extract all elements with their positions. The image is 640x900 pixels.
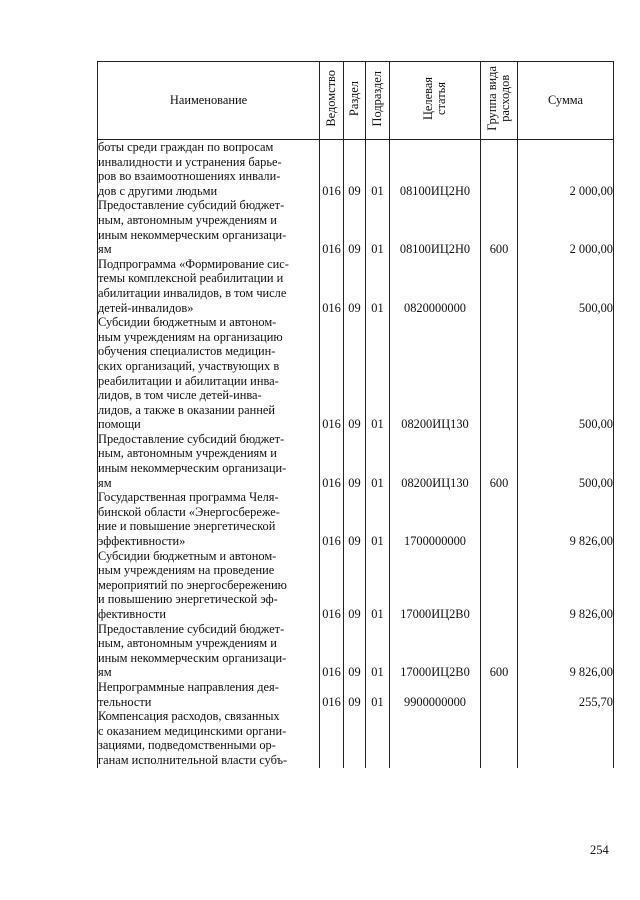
row-vedomstvo: 016 — [320, 257, 344, 315]
row-sum: 2 000,00 — [518, 198, 614, 256]
row-razdel: 09 — [344, 432, 366, 490]
header-target-line1: Целевая — [421, 77, 435, 121]
row-expense-group: 600 — [481, 198, 518, 256]
table-row — [98, 198, 614, 256]
row-razdel: 09 — [344, 680, 366, 709]
row-name-line: ганам исполнительной власти субъ- — [98, 752, 288, 767]
table-row — [98, 622, 614, 680]
header-target-line2: статья — [434, 82, 448, 116]
row-podrazdel: 01 — [366, 549, 390, 622]
row-name-line: лидов, в том числе детей-инва- — [98, 388, 262, 403]
table-row — [98, 490, 614, 548]
table-row — [98, 709, 614, 767]
row-vedomstvo — [320, 709, 344, 767]
row-vedomstvo: 016 — [320, 140, 344, 199]
row-name-line: ным, автономным учреждениям и — [98, 636, 277, 651]
row-razdel: 09 — [344, 198, 366, 256]
row-target-article: 08200ИЦ130 — [390, 315, 481, 432]
row-name-line: лидов, а также в оказании ранней — [98, 402, 275, 417]
table-row — [98, 680, 614, 709]
row-name-line: Предоставление субсидий бюджет- — [98, 621, 285, 636]
row-sum: 500,00 — [518, 315, 614, 432]
row-target-article: 08200ИЦ130 — [390, 432, 481, 490]
row-podrazdel: 01 — [366, 257, 390, 315]
row-name-line: Непрограммные направления дея- — [98, 679, 279, 694]
row-target-article: 08100ИЦ2Н0 — [390, 198, 481, 256]
row-name-line: боты среди граждан по вопросам — [98, 140, 274, 154]
row-name-line: Государственная программа Челя- — [98, 490, 279, 505]
row-podrazdel: 01 — [366, 315, 390, 432]
header-razdel — [344, 62, 366, 140]
row-razdel: 09 — [344, 622, 366, 680]
row-name-line: Субсидии бюджетным и автоном- — [98, 548, 277, 563]
row-podrazdel: 01 — [366, 140, 390, 199]
row-razdel: 09 — [344, 315, 366, 432]
row-name-line: ным, автономным учреждениям и — [98, 446, 277, 461]
row-name-line: ным, автономным учреждениям и — [98, 212, 277, 227]
row-podrazdel: 01 — [366, 680, 390, 709]
row-podrazdel: 01 — [366, 622, 390, 680]
row-name-line: иным некоммерческим организаци- — [98, 227, 287, 242]
header-podrazdel — [366, 62, 390, 140]
row-name-line: темы комплексной реабилитации и — [98, 271, 284, 286]
budget-table — [97, 61, 614, 768]
row-vedomstvo: 016 — [320, 622, 344, 680]
row-name — [98, 198, 320, 256]
row-name — [98, 257, 320, 315]
row-razdel: 09 — [344, 257, 366, 315]
row-target-article: 17000ИЦ2В0 — [390, 622, 481, 680]
row-podrazdel: 01 — [366, 432, 390, 490]
header-podrazdel-text: Подраздел — [370, 70, 384, 127]
row-expense-group — [481, 315, 518, 432]
row-vedomstvo: 016 — [320, 198, 344, 256]
row-name-line: ям — [98, 475, 112, 490]
row-name-line: тельности — [98, 694, 152, 709]
row-name-line: ным учреждениям на организацию — [98, 329, 283, 344]
row-name — [98, 709, 320, 767]
row-sum: 255,70 — [518, 680, 614, 709]
row-razdel: 09 — [344, 549, 366, 622]
row-sum: 2 000,00 — [518, 140, 614, 199]
row-name-line: ным учреждениям на проведение — [98, 563, 275, 578]
row-vedomstvo: 016 — [320, 680, 344, 709]
table-row — [98, 315, 614, 432]
header-vedomstvo-text: Ведомство — [324, 70, 338, 127]
row-target-article — [390, 709, 481, 767]
row-name-line: и повышению энергетической эф- — [98, 592, 278, 607]
row-name-line: иным некоммерческим организаци- — [98, 650, 287, 665]
row-sum: 9 826,00 — [518, 622, 614, 680]
row-name — [98, 680, 320, 709]
row-name-line: реабилитации и абилитации инва- — [98, 373, 279, 388]
header-name: Наименование — [98, 62, 320, 140]
table-row — [98, 140, 614, 199]
row-podrazdel: 01 — [366, 198, 390, 256]
row-expense-group: 600 — [481, 622, 518, 680]
row-sum: 500,00 — [518, 432, 614, 490]
header-expense-group-text: Группа вида расходов — [485, 66, 512, 132]
row-sum — [518, 709, 614, 767]
row-name-line: фективности — [98, 607, 166, 621]
table-header-row — [98, 62, 614, 140]
row-name-line: ров во взаимоотношениях инвали- — [98, 169, 281, 184]
row-name-line: с оказанием медицинскими органи- — [98, 723, 287, 738]
row-name-line: Компенсация расходов, связанных — [98, 709, 280, 724]
row-vedomstvo: 016 — [320, 432, 344, 490]
row-name-line: Подпрограмма «Формирование сис- — [98, 256, 289, 271]
header-vedomstvo — [320, 62, 344, 140]
row-name — [98, 315, 320, 432]
row-expense-group — [481, 140, 518, 199]
row-name — [98, 549, 320, 622]
row-name-line: эффективности» — [98, 534, 186, 549]
row-name-line: инвалидности и устранения барье- — [98, 154, 282, 169]
row-name — [98, 490, 320, 548]
row-target-article: 17000ИЦ2В0 — [390, 549, 481, 622]
row-sum: 500,00 — [518, 257, 614, 315]
row-name — [98, 140, 320, 199]
row-target-article: 1700000000 — [390, 490, 481, 548]
row-name-line: абилитации инвалидов, в том числе — [98, 285, 287, 300]
row-name-line: ям — [98, 242, 112, 257]
row-name-line: бинской области «Энергосбереже- — [98, 504, 280, 519]
row-name-line: ских организаций, участвующих в — [98, 358, 280, 373]
table-row — [98, 257, 614, 315]
row-name-line: Предоставление субсидий бюджет- — [98, 198, 285, 213]
row-name-line: детей-инвалидов» — [98, 300, 194, 315]
row-name-line: обучения специалистов медицин- — [98, 344, 276, 359]
header-sum: Сумма — [518, 62, 614, 140]
row-expense-group — [481, 709, 518, 767]
table-row — [98, 549, 614, 622]
row-name — [98, 622, 320, 680]
row-podrazdel: 01 — [366, 490, 390, 548]
row-name-line: Предоставление субсидий бюджет- — [98, 431, 285, 446]
header-target-article-text — [422, 77, 448, 120]
row-expense-group — [481, 257, 518, 315]
row-name-line: зациями, подведомственными ор- — [98, 738, 276, 753]
row-sum: 9 826,00 — [518, 549, 614, 622]
row-expense-group — [481, 490, 518, 548]
row-target-article: 0820000000 — [390, 257, 481, 315]
header-razdel-text: Раздел — [347, 81, 361, 117]
row-target-article: 08100ИЦ2Н0 — [390, 140, 481, 199]
header-target-article — [390, 62, 481, 140]
row-name-line: помощи — [98, 417, 141, 432]
row-name-line: ям — [98, 665, 112, 680]
header-expense-group — [481, 62, 518, 140]
row-name-line: ние и повышение энергетической — [98, 519, 276, 534]
row-sum: 9 826,00 — [518, 490, 614, 548]
row-name — [98, 432, 320, 490]
row-razdel: 09 — [344, 490, 366, 548]
table-body — [98, 140, 614, 768]
row-name-line: иным некоммерческим организаци- — [98, 461, 287, 476]
row-vedomstvo: 016 — [320, 549, 344, 622]
row-target-article: 9900000000 — [390, 680, 481, 709]
page-number: 254 — [590, 843, 609, 857]
row-name-line: мероприятий по энергосбережению — [98, 577, 287, 592]
row-name-line: дов с другими людьми — [98, 183, 218, 198]
table-row — [98, 432, 614, 490]
row-expense-group: 600 — [481, 432, 518, 490]
row-razdel — [344, 709, 366, 767]
row-expense-group — [481, 549, 518, 622]
row-expense-group — [481, 680, 518, 709]
row-vedomstvo: 016 — [320, 315, 344, 432]
row-razdel: 09 — [344, 140, 366, 199]
row-name-line: Субсидии бюджетным и автоном- — [98, 315, 277, 330]
row-podrazdel — [366, 709, 390, 767]
row-vedomstvo: 016 — [320, 490, 344, 548]
